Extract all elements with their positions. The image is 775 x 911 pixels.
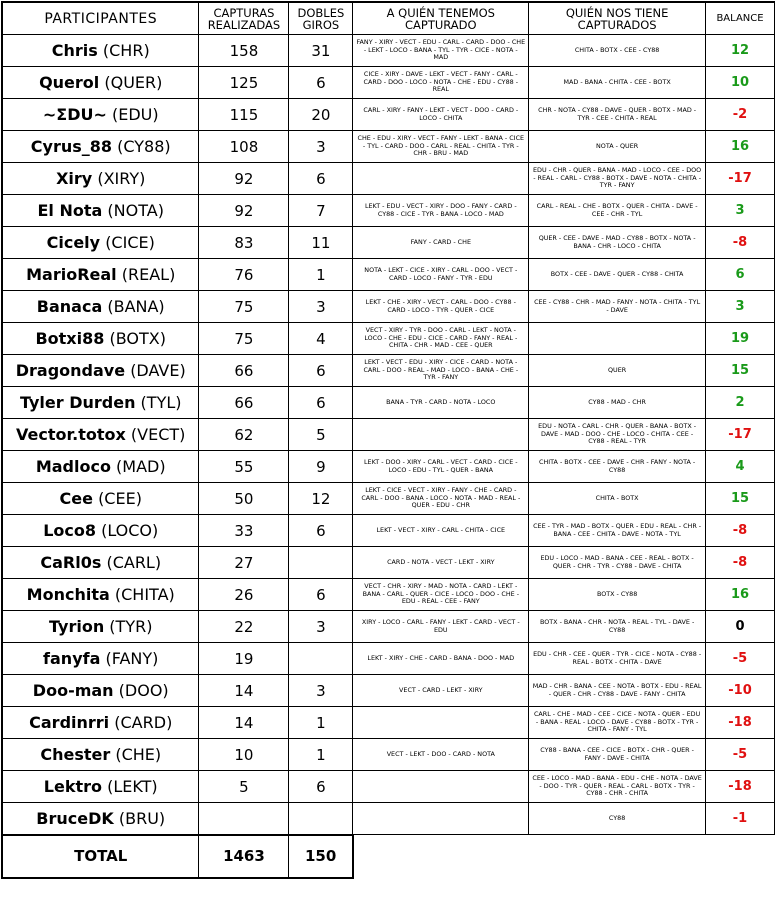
participant-row [2, 163, 775, 195]
participant-name-cell [2, 547, 199, 579]
participant-name: Chris [51, 41, 98, 60]
balance-cell: -18 [706, 707, 775, 739]
participant-name: Cyrus_88 [30, 137, 113, 156]
balance-cell: 6 [706, 259, 775, 291]
participant-code: (CY88) [117, 137, 171, 156]
participant-code: (CHITA) [114, 585, 175, 604]
captured-us-cell: QUER [529, 355, 706, 387]
participant-name-cell [2, 515, 199, 547]
participant-code: (BOTX) [109, 329, 166, 348]
captures-cell: 33 [199, 515, 289, 547]
balance-cell: 19 [706, 323, 775, 355]
captured-us-cell: CEE - LOCO - MAD - BANA - EDU - CHE - NOTA - DAVE - DOO - TYR - QUER - REAL - CARL - BOTX - TYR - CY88 - CHR - CHITA [529, 771, 706, 803]
participant-name-cell [2, 803, 199, 835]
captured-us-cell: EDU - NOTA - CARL - CHR - QUER - BANA - BOTX - DAVE - MAD - DOO - CHE - LOCO - CHITA - CEE - CY88 - REAL - TYR [529, 419, 706, 451]
participant-name-cell [2, 67, 199, 99]
doubles-cell: 6 [289, 67, 353, 99]
captures-cell: 14 [199, 675, 289, 707]
standings-table [1, 1, 775, 879]
participant-row [2, 483, 775, 515]
captures-cell: 10 [199, 739, 289, 771]
participant-code: (QUER) [104, 73, 163, 92]
captured-by-us-cell: XIRY - LOCO - CARL - FANY - LEKT - CARD - VECT - EDU [353, 611, 529, 643]
captured-by-us-cell: LEKT - VECT - EDU - XIRY - CICE - CARD - NOTA - CARL - DOO - REAL - MAD - LOCO - BANA - CHE - TYR - FANY [353, 355, 529, 387]
empty-cell [529, 835, 706, 878]
participant-name: BruceDK [36, 808, 114, 828]
doubles-cell: 11 [289, 227, 353, 259]
participant-name-cell [2, 163, 199, 195]
captured-us-cell: CY88 - MAD - CHR [529, 387, 706, 419]
participant-row [2, 675, 775, 707]
participant-row [2, 547, 775, 579]
participant-row [2, 131, 775, 163]
captures-cell: 66 [199, 387, 289, 419]
empty-cell [706, 835, 775, 878]
captured-us-cell: BOTX - BANA - CHR - NOTA - REAL - TYL - DAVE - CY88 [529, 611, 706, 643]
participant-code: (MAD) [116, 457, 166, 476]
doubles-cell: 6 [289, 387, 353, 419]
participant-name-cell [2, 771, 199, 803]
participant-name-cell [2, 291, 199, 323]
captured-by-us-cell: BANA - TYR - CARD - NOTA - LOCO [353, 387, 529, 419]
participant-code: (REAL) [121, 265, 176, 284]
captured-by-us-cell: FANY - CARD - CHE [353, 227, 529, 259]
captured-us-cell: CARL - REAL - CHE - BOTX - QUER - CHITA - DAVE - CEE - CHR - TYL [529, 195, 706, 227]
captured-by-us-cell: VECT - LEKT - DOO - CARD - NOTA [353, 739, 529, 771]
participant-code: (BANA) [107, 297, 165, 316]
total-doubles: 150 [289, 835, 353, 878]
doubles-cell: 5 [289, 419, 353, 451]
participant-name: fanyfa [43, 649, 101, 668]
doubles-cell: 3 [289, 131, 353, 163]
balance-cell: 2 [706, 387, 775, 419]
participant-name-cell [2, 579, 199, 611]
doubles-cell: 20 [289, 99, 353, 131]
captures-cell: 158 [199, 35, 289, 67]
balance-cell: -5 [706, 739, 775, 771]
participant-row [2, 643, 775, 675]
balance-cell: 3 [706, 291, 775, 323]
captures-cell: 75 [199, 291, 289, 323]
captured-us-cell: CY88 [529, 803, 706, 835]
header-captured-us: QUIÉN NOS TIENE CAPTURADOS [529, 2, 706, 35]
balance-cell: 10 [706, 67, 775, 99]
participant-code: (LEKT) [107, 777, 158, 796]
participant-row [2, 323, 775, 355]
captures-cell: 14 [199, 707, 289, 739]
balance-cell: -5 [706, 643, 775, 675]
captured-by-us-cell: NOTA - LEKT - CICE - XIRY - CARL - DOO - VECT - CARD - LOCO - FANY - TYR - EDU [353, 259, 529, 291]
captured-us-cell: NOTA - QUER [529, 131, 706, 163]
participant-name-cell [2, 131, 199, 163]
participant-name: Tyler Durden [19, 393, 136, 412]
participant-name-cell [2, 35, 199, 67]
participant-row [2, 387, 775, 419]
balance-cell: 3 [706, 195, 775, 227]
total-label: TOTAL [2, 835, 199, 878]
captured-by-us-cell: CICE - XIRY - DAVE - LEKT - VECT - FANY - CARL - CARD - DOO - LOCO - NOTA - CHE - EDU - CY88 - REAL [353, 67, 529, 99]
participant-name-cell [2, 227, 199, 259]
participant-code: (LOCO) [101, 521, 159, 540]
captured-us-cell: EDU - LOCO - MAD - BANA - CEE - REAL - BOTX - QUER - CHR - TYR - CY88 - DAVE - CHITA [529, 547, 706, 579]
balance-cell: 15 [706, 355, 775, 387]
captures-cell: 125 [199, 67, 289, 99]
captured-by-us-cell [353, 803, 529, 835]
participant-code: (TYL) [140, 393, 182, 412]
captured-us-cell: CARL - CHE - MAD - CEE - CICE - NOTA - QUER - EDU - BANA - REAL - LOCO - DAVE - CY88 - BOTX - TYR - CHITA - FANY - TYL [529, 707, 706, 739]
doubles-cell [289, 547, 353, 579]
participant-row [2, 227, 775, 259]
participant-code: (TYR) [109, 617, 153, 636]
captured-us-cell: QUER - CEE - DAVE - MAD - CY88 - BOTX - NOTA - BANA - CHR - LOCO - CHITA [529, 227, 706, 259]
captures-cell: 76 [199, 259, 289, 291]
total-row [2, 835, 775, 878]
captures-cell: 75 [199, 323, 289, 355]
participant-row [2, 355, 775, 387]
doubles-cell: 6 [289, 579, 353, 611]
balance-cell: -18 [706, 771, 775, 803]
participant-row [2, 67, 775, 99]
header-captured-by-us: A QUIÉN TENEMOS CAPTURADO [353, 2, 529, 35]
doubles-cell: 9 [289, 451, 353, 483]
balance-cell: -8 [706, 515, 775, 547]
participant-name-cell [2, 483, 199, 515]
participant-name: Cardinrri [29, 713, 110, 732]
captured-by-us-cell: VECT - CHR - XIRY - MAD - NOTA - CARD - LEKT - BANA - CARL - QUER - CICE - LOCO - DOO - CHE - EDU - REAL - CEE - FANY [353, 579, 529, 611]
captures-cell: 50 [199, 483, 289, 515]
participant-name-cell [2, 675, 199, 707]
captures-cell: 22 [199, 611, 289, 643]
participant-name-cell [2, 387, 199, 419]
captured-us-cell: CHITA - BOTX - CEE - DAVE - CHR - FANY - NOTA - CY88 [529, 451, 706, 483]
balance-cell: 15 [706, 483, 775, 515]
participant-row [2, 419, 775, 451]
header-balance: BALANCE [706, 2, 775, 35]
participant-code: (CARD) [114, 713, 173, 732]
participant-name: Dragondave [15, 361, 126, 380]
participant-code: (XIRY) [97, 169, 146, 188]
participant-code: (BRU) [118, 808, 166, 828]
participant-name-cell [2, 451, 199, 483]
captures-cell: 66 [199, 355, 289, 387]
captured-us-cell: CHITA - BOTX [529, 483, 706, 515]
doubles-cell: 3 [289, 291, 353, 323]
balance-cell: 0 [706, 611, 775, 643]
doubles-cell: 1 [289, 707, 353, 739]
captured-by-us-cell: LEKT - XIRY - CHE - CARD - BANA - DOO - MAD [353, 643, 529, 675]
balance-cell: 16 [706, 579, 775, 611]
captures-cell [199, 803, 289, 835]
participant-name: Cee [59, 489, 93, 508]
participant-row [2, 611, 775, 643]
captured-by-us-cell: VECT - CARD - LEKT - XIRY [353, 675, 529, 707]
header-participants: PARTICIPANTES [2, 2, 199, 35]
participant-code: (CEE) [98, 489, 142, 508]
captured-by-us-cell: LEKT - EDU - VECT - XIRY - DOO - FANY - CARD - CY88 - CICE - TYR - BANA - LOCO - MAD [353, 195, 529, 227]
participant-name: Doo-man [32, 681, 114, 700]
participant-name: ~ΣDU~ [42, 105, 107, 124]
participant-name: Botxi88 [35, 329, 105, 348]
participant-row [2, 739, 775, 771]
captured-by-us-cell [353, 419, 529, 451]
participant-name: Tyrion [49, 617, 105, 636]
participant-name: Loco8 [43, 521, 96, 540]
captures-cell: 115 [199, 99, 289, 131]
doubles-cell: 3 [289, 675, 353, 707]
captured-by-us-cell [353, 771, 529, 803]
captured-by-us-cell: LEKT - VECT - XIRY - CARL - CHITA - CICE [353, 515, 529, 547]
captures-cell: 108 [199, 131, 289, 163]
participant-row [2, 803, 775, 835]
participant-code: (CHR) [102, 41, 150, 60]
participant-name-cell [2, 355, 199, 387]
participant-name-cell [2, 195, 199, 227]
empty-cell [353, 835, 529, 878]
captures-cell: 27 [199, 547, 289, 579]
participant-name: Monchita [26, 585, 110, 604]
doubles-cell: 31 [289, 35, 353, 67]
captured-us-cell: MAD - CHR - BANA - CEE - NOTA - BOTX - EDU - REAL - QUER - CHR - CY88 - DAVE - FANY - CHITA [529, 675, 706, 707]
doubles-cell: 12 [289, 483, 353, 515]
participant-name: MarioReal [26, 265, 117, 284]
balance-cell: -1 [706, 803, 775, 835]
balance-cell: 16 [706, 131, 775, 163]
participant-row [2, 579, 775, 611]
captures-cell: 5 [199, 771, 289, 803]
doubles-cell: 3 [289, 611, 353, 643]
captured-us-cell [529, 323, 706, 355]
captured-us-cell: EDU - CHR - CEE - QUER - TYR - CICE - NOTA - CY88 - REAL - BOTX - CHITA - DAVE [529, 643, 706, 675]
captured-us-cell: BOTX - CEE - DAVE - QUER - CY88 - CHITA [529, 259, 706, 291]
captured-us-cell: CEE - TYR - MAD - BOTX - QUER - EDU - REAL - CHR - BANA - CEE - CHITA - DAVE - NOTA - TYL [529, 515, 706, 547]
participant-name: Banaca [36, 297, 103, 316]
doubles-cell: 6 [289, 515, 353, 547]
participant-code: (EDU) [111, 105, 159, 124]
doubles-cell: 1 [289, 739, 353, 771]
participant-name-cell [2, 323, 199, 355]
participant-name: CaRl0s [40, 553, 102, 572]
participant-row [2, 195, 775, 227]
captures-cell: 83 [199, 227, 289, 259]
participant-name-cell [2, 707, 199, 739]
participant-code: (NOTA) [107, 201, 164, 220]
participant-name-cell [2, 419, 199, 451]
participant-name: Querol [39, 73, 100, 92]
balance-cell: -10 [706, 675, 775, 707]
participant-row [2, 259, 775, 291]
captured-us-cell: CHR - NOTA - CY88 - DAVE - QUER - BOTX - MAD - TYR - CEE - CHITA - REAL [529, 99, 706, 131]
participant-row [2, 771, 775, 803]
doubles-cell: 7 [289, 195, 353, 227]
doubles-cell [289, 643, 353, 675]
participant-row [2, 707, 775, 739]
participant-code: (CICE) [105, 233, 155, 252]
header-captures: CAPTURAS REALIZADAS [199, 2, 289, 35]
balance-cell: 12 [706, 35, 775, 67]
participant-name: Xiry [56, 169, 93, 188]
participant-code: (FANY) [105, 649, 159, 668]
doubles-cell [289, 803, 353, 835]
participant-row [2, 515, 775, 547]
captures-cell: 55 [199, 451, 289, 483]
doubles-cell: 6 [289, 163, 353, 195]
captured-us-cell: CY88 - BANA - CEE - CICE - BOTX - CHR - QUER - FANY - DAVE - CHITA [529, 739, 706, 771]
participant-name: Cicely [46, 233, 101, 252]
captured-by-us-cell: LEKT - CICE - VECT - XIRY - FANY - CHE - CARD - CARL - DOO - BANA - LOCO - NOTA - MAD - REAL - QUER - EDU - CHR [353, 483, 529, 515]
participant-code: (CHE) [115, 745, 162, 764]
captures-cell: 62 [199, 419, 289, 451]
participant-code: (DOO) [118, 681, 169, 700]
participant-name-cell [2, 611, 199, 643]
participant-name-cell [2, 643, 199, 675]
participant-row [2, 291, 775, 323]
captures-cell: 92 [199, 163, 289, 195]
participant-name: Chester [40, 745, 111, 764]
doubles-cell: 6 [289, 355, 353, 387]
balance-cell: -17 [706, 419, 775, 451]
doubles-cell: 4 [289, 323, 353, 355]
captured-us-cell: BOTX - CY88 [529, 579, 706, 611]
participant-name-cell [2, 259, 199, 291]
balance-cell: -8 [706, 547, 775, 579]
participant-name: Lektro [43, 777, 103, 796]
participant-row [2, 451, 775, 483]
doubles-cell: 6 [289, 771, 353, 803]
balance-cell: -8 [706, 227, 775, 259]
captured-us-cell: CEE - CY88 - CHR - MAD - FANY - NOTA - CHITA - TYL - DAVE [529, 291, 706, 323]
captured-us-cell: EDU - CHR - QUER - BANA - MAD - LOCO - CEE - DOO - REAL - CARL - CY88 - BOTX - DAVE - NOTA - CHITA - TYR - FANY [529, 163, 706, 195]
captured-by-us-cell: VECT - XIRY - TYR - DOO - CARL - LEKT - NOTA - LOCO - CHE - EDU - CICE - CARD - FANY - REAL - CHITA - CHR - MAD - CEE - QUER [353, 323, 529, 355]
header-row [2, 2, 775, 35]
participant-name: Madloco [35, 457, 111, 476]
captures-cell: 92 [199, 195, 289, 227]
captured-by-us-cell: LEKT - CHE - XIRY - VECT - CARL - DOO - CY88 - CARD - LOCO - TYR - QUER - CICE [353, 291, 529, 323]
participant-code: (DAVE) [130, 361, 186, 380]
participant-row [2, 35, 775, 67]
participant-name-cell [2, 99, 199, 131]
captures-cell: 19 [199, 643, 289, 675]
captures-cell: 26 [199, 579, 289, 611]
participant-name-cell [2, 739, 199, 771]
captured-us-cell: MAD - BANA - CHITA - CEE - BOTX [529, 67, 706, 99]
captured-by-us-cell: CARL - XIRY - FANY - LEKT - VECT - DOO - CARD - LOCO - CHITA [353, 99, 529, 131]
participant-code: (VECT) [130, 425, 186, 444]
participant-code: (CARL) [106, 553, 162, 572]
doubles-cell: 1 [289, 259, 353, 291]
balance-cell: -17 [706, 163, 775, 195]
captured-by-us-cell: FANY - XIRY - VECT - EDU - CARL - CARD - DOO - CHE - LEKT - LOCO - BANA - TYL - TYR - CICE - NOTA - MAD [353, 35, 529, 67]
participant-row [2, 99, 775, 131]
participant-name: Vector.totox [16, 425, 126, 444]
total-captures: 1463 [199, 835, 289, 878]
captured-by-us-cell: CARD - NOTA - VECT - LEKT - XIRY [353, 547, 529, 579]
header-double-turns: DOBLES GIROS [289, 2, 353, 35]
captured-us-cell: CHITA - BOTX - CEE - CY88 [529, 35, 706, 67]
captured-by-us-cell: CHE - EDU - XIRY - VECT - FANY - LEKT - BANA - CICE - TYL - CARD - DOO - CARL - REAL - CHITA - TYR - CHR - BRU - MAD [353, 131, 529, 163]
captured-by-us-cell [353, 707, 529, 739]
captured-by-us-cell: LEKT - DOO - XIRY - CARL - VECT - CARD - CICE - LOCO - EDU - TYL - QUER - BANA [353, 451, 529, 483]
captured-by-us-cell [353, 163, 529, 195]
participant-name: El Nota [37, 201, 103, 220]
balance-cell: 4 [706, 451, 775, 483]
balance-cell: -2 [706, 99, 775, 131]
